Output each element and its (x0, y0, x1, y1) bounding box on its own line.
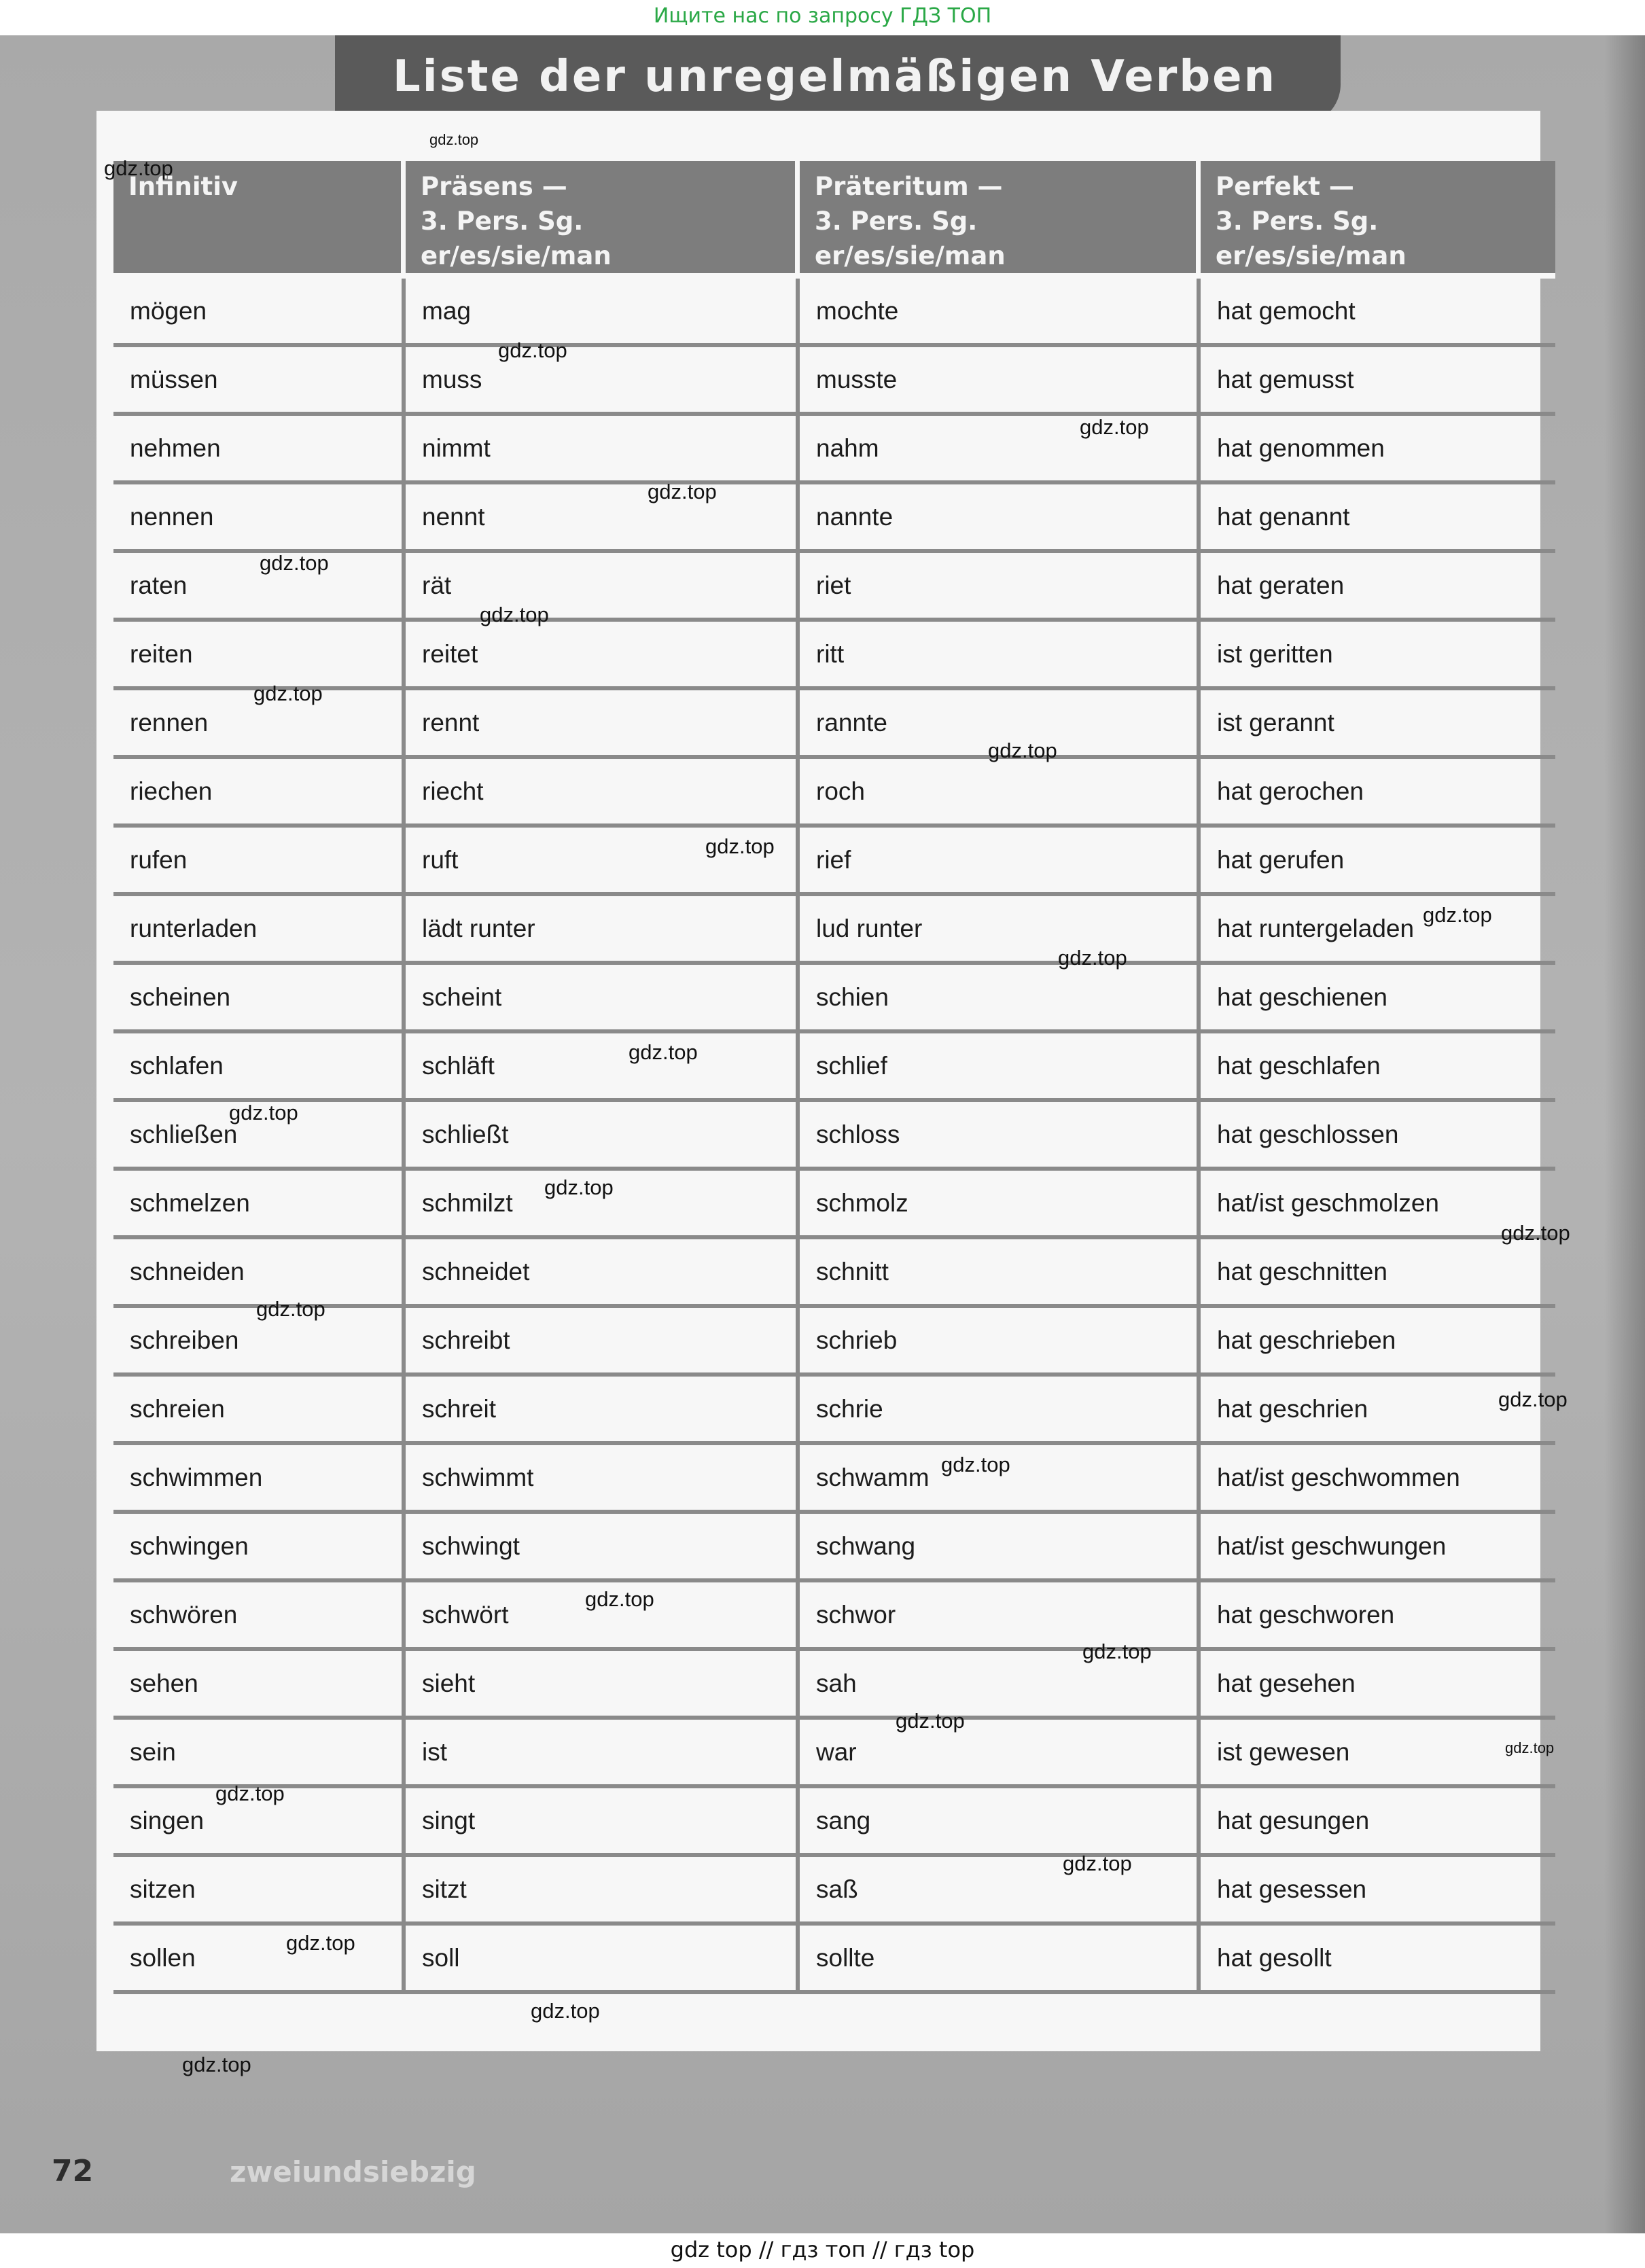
cell-praesens: singt (406, 1788, 800, 1857)
cell-praesens: reitet (406, 622, 800, 690)
cell-praesens: soll (406, 1926, 800, 1994)
watermark: gdz.top (941, 1453, 1010, 1476)
cell-praeteritum: rief (800, 828, 1201, 896)
watermark: gdz.top (498, 338, 567, 362)
page-number: 72 (52, 2154, 94, 2189)
cell-infinitiv: reiten (113, 622, 406, 690)
table-header-row (113, 161, 1555, 279)
cell-infinitiv: schreien (113, 1377, 406, 1445)
cell-praeteritum: schwor (800, 1582, 1201, 1651)
watermark: gdz.top (480, 603, 549, 626)
table-row (113, 1651, 1555, 1720)
cell-praeteritum: roch (800, 759, 1201, 828)
cell-praeteritum: riet (800, 553, 1201, 622)
cell-praesens: mag (406, 279, 800, 347)
table-row (113, 896, 1555, 965)
table-row (113, 690, 1555, 759)
cell-perfekt: hat gerufen (1201, 828, 1555, 896)
cell-praesens: ist (406, 1720, 800, 1788)
cell-praesens: muss (406, 347, 800, 416)
cell-perfekt: hat runtergeladen (1201, 896, 1555, 965)
cell-praesens: sieht (406, 1651, 800, 1720)
table-row (113, 1377, 1555, 1445)
cell-perfekt: hat gemocht (1201, 279, 1555, 347)
watermark: gdz.top (229, 1101, 298, 1124)
table-row (113, 279, 1555, 347)
cell-perfekt: hat gesollt (1201, 1926, 1555, 1994)
cell-praesens: ruft (406, 828, 800, 896)
cell-praeteritum: schwamm (800, 1445, 1201, 1514)
cell-praesens: sitzt (406, 1857, 800, 1926)
cell-praeteritum: schrieb (800, 1308, 1201, 1377)
cell-perfekt: hat geschienen (1201, 965, 1555, 1033)
cell-praeteritum: schnitt (800, 1239, 1201, 1308)
top-banner: Ищите нас по запросу ГДЗ ТОП (0, 0, 1645, 35)
cell-infinitiv: mögen (113, 279, 406, 347)
cell-infinitiv: nennen (113, 484, 406, 553)
watermark: gdz.top (253, 681, 323, 705)
cell-praeteritum: war (800, 1720, 1201, 1788)
watermark: gdz.top (896, 1709, 965, 1733)
cell-praesens: rät (406, 553, 800, 622)
cell-perfekt: hat geraten (1201, 553, 1555, 622)
cell-praesens: nimmt (406, 416, 800, 484)
watermark: gdz.top (544, 1175, 614, 1199)
table-row (113, 1445, 1555, 1514)
cell-perfekt: hat/ist geschmolzen (1201, 1171, 1555, 1239)
cell-perfekt: hat gesungen (1201, 1788, 1555, 1857)
cell-praeteritum: schlief (800, 1033, 1201, 1102)
cell-praeteritum: rannte (800, 690, 1201, 759)
table-row (113, 828, 1555, 896)
watermark: gdz.top (286, 1931, 355, 1955)
header-line: Infinitiv (128, 172, 238, 201)
cell-praesens: scheint (406, 965, 800, 1033)
table-row (113, 1308, 1555, 1377)
table-row (113, 1102, 1555, 1171)
watermark: gdz.top (182, 2053, 251, 2076)
cell-perfekt: hat genannt (1201, 484, 1555, 553)
header-line: 3. Pers. Sg. (815, 207, 978, 236)
cell-praesens: schließt (406, 1102, 800, 1171)
header-line: er/es/sie/man (815, 241, 1006, 270)
cell-infinitiv: sehen (113, 1651, 406, 1720)
page-edge-shadow (1604, 35, 1645, 2233)
table-row (113, 965, 1555, 1033)
header-praeteritum (800, 161, 1201, 279)
cell-praesens: schläft (406, 1033, 800, 1102)
cell-praesens: schwimmt (406, 1445, 800, 1514)
watermark: gdz.top (531, 1999, 600, 2023)
cell-infinitiv: nehmen (113, 416, 406, 484)
watermark: gdz.top (988, 739, 1057, 762)
cell-perfekt: hat/ist geschwungen (1201, 1514, 1555, 1582)
cell-praeteritum: schwang (800, 1514, 1201, 1582)
cell-infinitiv: sein (113, 1720, 406, 1788)
cell-infinitiv: schließen (113, 1102, 406, 1171)
cell-praeteritum: lud runter (800, 896, 1201, 965)
header-line: Präsens — (421, 172, 567, 201)
watermark: gdz.top (429, 131, 479, 148)
cell-infinitiv: schlafen (113, 1033, 406, 1102)
cell-perfekt: ist geritten (1201, 622, 1555, 690)
watermark: gdz.top (260, 551, 329, 575)
cell-infinitiv: schwimmen (113, 1445, 406, 1514)
cell-infinitiv: singen (113, 1788, 406, 1857)
header-line: er/es/sie/man (1216, 241, 1407, 270)
bottom-banner: gdz top // гдз топ // гдз top (0, 2233, 1645, 2268)
cell-praesens: schreit (406, 1377, 800, 1445)
cell-praeteritum: nannte (800, 484, 1201, 553)
cell-praesens: riecht (406, 759, 800, 828)
cell-perfekt: hat gesessen (1201, 1857, 1555, 1926)
header-perfekt (1201, 161, 1555, 279)
cell-praeteritum: schien (800, 965, 1201, 1033)
cell-infinitiv: sollen (113, 1926, 406, 1994)
cell-perfekt: hat genommen (1201, 416, 1555, 484)
cell-praesens: schreibt (406, 1308, 800, 1377)
cell-praeteritum: schloss (800, 1102, 1201, 1171)
cell-perfekt: hat geschrien (1201, 1377, 1555, 1445)
cell-infinitiv: riechen (113, 759, 406, 828)
cell-infinitiv: raten (113, 553, 406, 622)
cell-praesens: schwingt (406, 1514, 800, 1582)
watermark: gdz.top (1063, 1851, 1132, 1875)
cell-infinitiv: schwingen (113, 1514, 406, 1582)
cell-praeteritum: sollte (800, 1926, 1201, 1994)
cell-perfekt: hat gemusst (1201, 347, 1555, 416)
cell-praeteritum: schmolz (800, 1171, 1201, 1239)
cell-perfekt: hat geschlossen (1201, 1102, 1555, 1171)
watermark: gdz.top (585, 1587, 654, 1611)
cell-praeteritum: musste (800, 347, 1201, 416)
watermark: gdz.top (648, 480, 717, 503)
header-praesens (406, 161, 800, 279)
cell-infinitiv: schmelzen (113, 1171, 406, 1239)
cell-perfekt: hat gerochen (1201, 759, 1555, 828)
cell-infinitiv: rennen (113, 690, 406, 759)
cell-praeteritum: schrie (800, 1377, 1201, 1445)
cell-infinitiv: müssen (113, 347, 406, 416)
cell-infinitiv: schwören (113, 1582, 406, 1651)
table-row (113, 622, 1555, 690)
watermark: gdz.top (1423, 903, 1492, 927)
cell-perfekt: hat geschworen (1201, 1582, 1555, 1651)
table-row (113, 1033, 1555, 1102)
cell-infinitiv: scheinen (113, 965, 406, 1033)
page-title: Liste der unregelmäßigen Verben (393, 52, 1277, 102)
cell-praeteritum: ritt (800, 622, 1201, 690)
table-row (113, 553, 1555, 622)
header-line: Perfekt — (1216, 172, 1354, 201)
cell-praeteritum: sah (800, 1651, 1201, 1720)
cell-infinitiv: schneiden (113, 1239, 406, 1308)
watermark: gdz.top (705, 834, 775, 858)
table-row (113, 1788, 1555, 1857)
cell-infinitiv: sitzen (113, 1857, 406, 1926)
watermark: gdz.top (1080, 415, 1149, 439)
verb-table (113, 161, 1555, 1994)
watermark: gdz.top (1505, 1739, 1555, 1756)
watermark: gdz.top (256, 1297, 325, 1321)
cell-praeteritum: saß (800, 1857, 1201, 1926)
table-row (113, 1857, 1555, 1926)
cell-infinitiv: runterladen (113, 896, 406, 965)
cell-perfekt: hat geschlafen (1201, 1033, 1555, 1102)
watermark: gdz.top (1498, 1387, 1568, 1411)
cell-praesens: lädt runter (406, 896, 800, 965)
cell-praesens: schwört (406, 1582, 800, 1651)
watermark: gdz.top (1058, 946, 1127, 970)
header-line: er/es/sie/man (421, 241, 612, 270)
table-row (113, 416, 1555, 484)
watermark: gdz.top (215, 1782, 285, 1805)
header-line: 3. Pers. Sg. (421, 207, 584, 236)
table-row (113, 1239, 1555, 1308)
watermark: gdz.top (1082, 1640, 1152, 1663)
table-row (113, 347, 1555, 416)
cell-perfekt: ist gerannt (1201, 690, 1555, 759)
watermark: gdz.top (1501, 1221, 1570, 1245)
table-row (113, 1582, 1555, 1651)
header-line: 3. Pers. Sg. (1216, 207, 1379, 236)
cell-praesens: nennt (406, 484, 800, 553)
table-row (113, 759, 1555, 828)
cell-praeteritum: sang (800, 1788, 1201, 1857)
cell-praeteritum: mochte (800, 279, 1201, 347)
cell-perfekt: hat geschrieben (1201, 1308, 1555, 1377)
cell-infinitiv: rufen (113, 828, 406, 896)
header-line: Präteritum — (815, 172, 1003, 201)
cell-infinitiv: schreiben (113, 1308, 406, 1377)
cell-perfekt: hat geschnitten (1201, 1239, 1555, 1308)
table-row (113, 1171, 1555, 1239)
table-row (113, 1514, 1555, 1582)
cell-praesens: rennt (406, 690, 800, 759)
cell-praesens: schmilzt (406, 1171, 800, 1239)
table-body (113, 279, 1555, 1994)
watermark: gdz.top (104, 156, 173, 180)
cell-praeteritum: nahm (800, 416, 1201, 484)
cell-perfekt: hat/ist geschwommen (1201, 1445, 1555, 1514)
cell-perfekt: hat gesehen (1201, 1651, 1555, 1720)
cell-praesens: schneidet (406, 1239, 800, 1308)
watermark: gdz.top (629, 1040, 698, 1064)
table-row (113, 484, 1555, 553)
page-number-words: zweiundsiebzig (230, 2155, 476, 2189)
cell-perfekt: ist gewesen (1201, 1720, 1555, 1788)
table-row (113, 1720, 1555, 1788)
